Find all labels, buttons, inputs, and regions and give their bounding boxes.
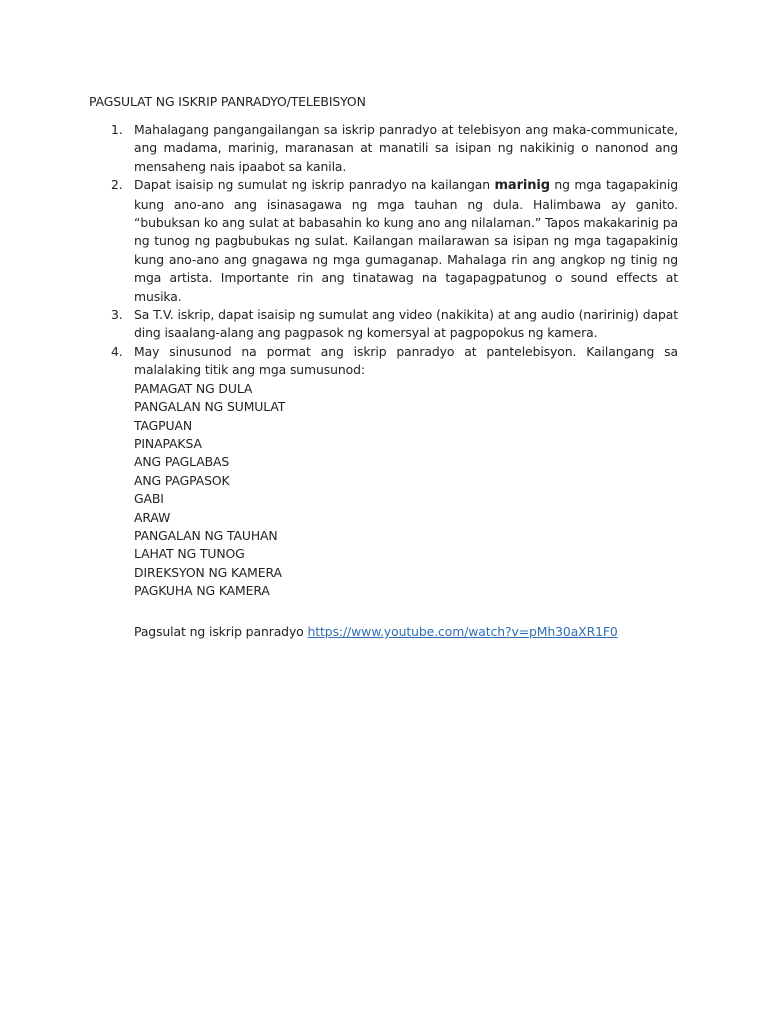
- format-item: PANGALAN NG SUMULAT: [134, 399, 286, 415]
- format-item: PAGKUHA NG KAMERA: [134, 583, 270, 599]
- format-item: ANG PAGLABAS: [134, 454, 230, 470]
- list-item-4: [89, 343, 678, 601]
- format-item: PAMAGAT NG DULA: [134, 380, 253, 396]
- reference-label: Pagsulat ng iskrip panradyo: [134, 624, 308, 639]
- reference-note: [134, 623, 618, 641]
- list-item-text: [134, 176, 678, 306]
- youtube-link[interactable]: https://www.youtube.com/watch?v=pMh30aXR1F0: [307, 624, 618, 639]
- format-item: ANG PAGPASOK: [134, 472, 230, 488]
- list-item-text: Sa T.V. iskrip, dapat isaisip ng sumulat ang video (nakikita) at ang audio (naririnig) dapat ding isaalang-alang ang pagpasok ng komersyal at pagpopokus ng kamera.: [134, 307, 678, 341]
- numbered-list: [89, 121, 678, 601]
- format-list: [134, 380, 678, 601]
- list-item-text: Mahalagang pangangailangan sa iskrip panradyo at telebisyon ang maka-communicate, ang madama, marinig, maranasan at manatili sa isipan ng nakikinig o nanonod ang mensaheng nais ipaabot sa kanila.: [134, 122, 678, 174]
- format-item: DIREKSYON NG KAMERA: [134, 564, 282, 580]
- format-item: PANGALAN NG TAUHAN: [134, 527, 278, 543]
- list-number: 3.: [111, 307, 123, 323]
- text-segment: ng mga tagapakinig kung ano-ano ang isinasagawa ng mga tauhan ng dula. Halimbawa ay ganito. “bubuksan ko ang sulat at babasahin ko kung ano ang nilalaman.” Tapos makakarinig pa ng tunog ng pagbubukas ng sulat. Kailangan mailarawan sa isipan ng mga tagapakinig kung ano-ano ang gnagawa ng mga gumaganap. Mahalaga rin ang angkop ng tinig ng mga artista. Importante rin ang tinatawag na tagapagpatunog o sound effects at musika.: [134, 177, 678, 304]
- list-number: 2.: [111, 177, 123, 193]
- format-item: LAHAT NG TUNOG: [134, 546, 245, 562]
- format-item: ARAW: [134, 509, 171, 525]
- bold-word: marinig: [494, 178, 550, 194]
- list-item-text: May sinusunod na pormat ang iskrip panradyo at pantelebisyon. Kailangang sa malalaking titik ang mga sumusunod:: [134, 343, 678, 378]
- format-item: GABI: [134, 491, 164, 507]
- text-segment: Dapat isaisip ng sumulat ng iskrip panradyo na kailangan: [134, 177, 495, 193]
- list-number: 4.: [111, 343, 123, 359]
- list-item-1: [89, 121, 678, 176]
- format-item: TAGPUAN: [134, 417, 193, 433]
- format-item: PINAPAKSA: [134, 435, 202, 451]
- list-number: 1.: [111, 122, 123, 137]
- list-item-2: [89, 176, 678, 306]
- list-item-3: [89, 306, 678, 343]
- document-title: PAGSULAT NG ISKRIP PANRADYO/TELEBISYON: [89, 94, 366, 109]
